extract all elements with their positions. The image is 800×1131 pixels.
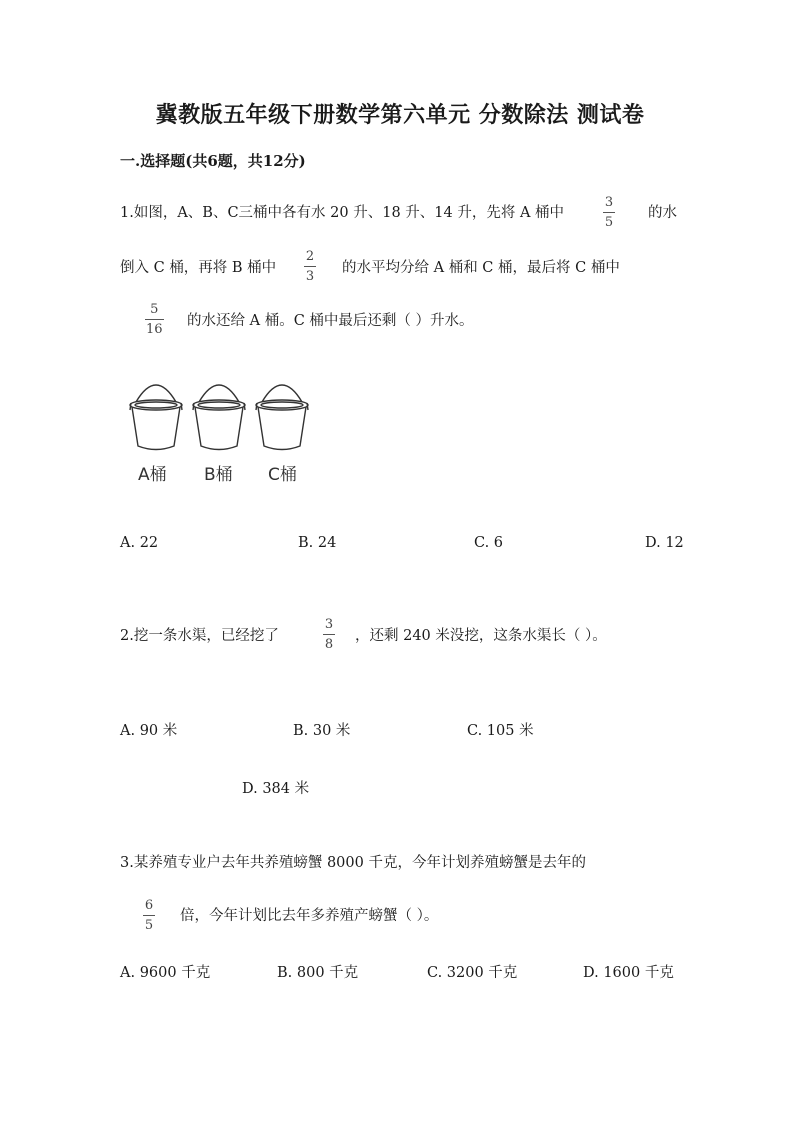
bucket-icon: [193, 385, 245, 450]
section-heading: 一.选择题(共6题，共12分): [120, 152, 306, 170]
q1-line2-end: 的水平均分给 A 桶和 C 桶，最后将 C 桶中: [342, 260, 620, 276]
fraction-denominator: 5: [144, 918, 154, 933]
fraction-denominator: 8: [324, 637, 334, 652]
bucket-icon: [130, 385, 182, 450]
q1-option-b[interactable]: B. 24: [298, 535, 337, 551]
q1-fraction-3: [145, 302, 164, 337]
q3-option-d[interactable]: D. 1600 千克: [583, 965, 674, 981]
q3-line1-text: 3.某养殖专业户去年共养殖螃蟹 8000 千克，今年计划养殖螃蟹是去年的: [120, 855, 586, 871]
q2-option-c[interactable]: C. 105 米: [467, 723, 534, 739]
fraction-denominator: 16: [146, 322, 163, 337]
q1-option-d[interactable]: D. 12: [645, 535, 684, 551]
q3-option-a[interactable]: A. 9600 千克: [120, 965, 211, 981]
fraction-denominator: 5: [604, 215, 614, 230]
bucket-label-b: B桶: [204, 465, 233, 485]
page-title: 冀教版五年级下册数学第六单元 分数除法 测试卷: [155, 102, 645, 128]
q3-option-c[interactable]: C. 3200 千克: [427, 965, 518, 981]
fraction-numerator: 6: [144, 898, 154, 913]
q2-text: 2.挖一条水渠，已经挖了: [120, 628, 279, 644]
q1-option-a[interactable]: A. 22: [120, 535, 159, 551]
fraction-denominator: 3: [305, 269, 315, 284]
q1-line3-text: 的水还给 A 桶。C 桶中最后还剩（ ）升水。: [187, 313, 474, 329]
fraction-numerator: 3: [604, 195, 614, 210]
q3-line2-text: 倍，今年计划比去年多养殖产螃蟹（ ）。: [180, 908, 439, 924]
q3-option-b[interactable]: B. 800 千克: [277, 965, 359, 981]
fraction-numerator: 5: [150, 302, 159, 317]
q1-line1-end: 的水: [648, 205, 677, 221]
fraction-numerator: 3: [324, 617, 334, 632]
q2-option-a[interactable]: A. 90 米: [120, 723, 178, 739]
q2-option-b[interactable]: B. 30 米: [293, 723, 351, 739]
bucket-label-a: A桶: [138, 465, 167, 485]
q3-fraction: [143, 898, 155, 933]
q2-fraction: [323, 617, 335, 652]
fraction-numerator: 2: [305, 249, 315, 264]
q2-text-end: ，还剩 240 米没挖，这条水渠长（ ）。: [355, 628, 607, 644]
q1-line1-text: 1.如图，A、B、C三桶中各有水 20 升、18 升、14 升，先将 A 桶中: [120, 205, 565, 221]
bucket-icon: [256, 385, 308, 450]
q2-option-d[interactable]: D. 384 米: [242, 781, 310, 797]
bucket-label-c: C桶: [268, 465, 297, 485]
q1-fraction-2: [304, 249, 316, 284]
q1-line2-text: 倒入 C 桶，再将 B 桶中: [120, 260, 277, 276]
q1-option-c[interactable]: C. 6: [474, 535, 504, 551]
q1-fraction-1: [603, 195, 615, 230]
